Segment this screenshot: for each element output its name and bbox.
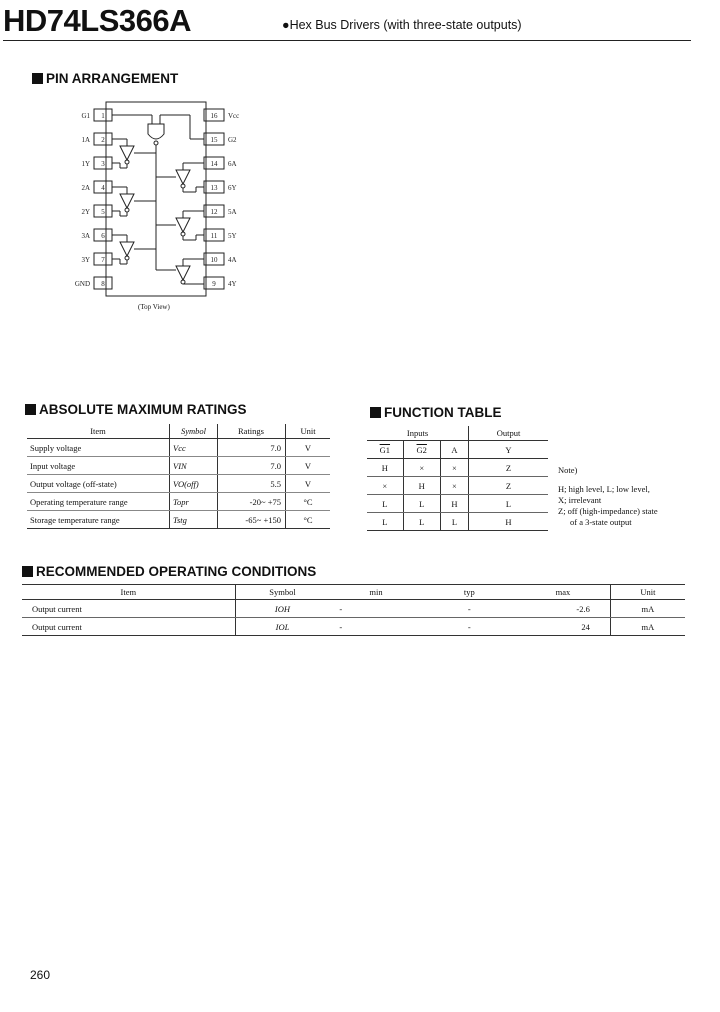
item-cell: Storage temperature range — [27, 511, 170, 529]
col-header-g1: G1 — [367, 441, 403, 459]
pin-number: 9 — [212, 280, 216, 288]
unit-cell: °C — [286, 511, 331, 529]
amr-heading — [25, 402, 247, 418]
cell: L — [403, 495, 440, 513]
table-row — [27, 493, 330, 511]
cell: × — [440, 477, 468, 495]
section-square-icon — [32, 73, 43, 84]
cell: H — [469, 513, 549, 531]
pin-number: 10 — [210, 256, 218, 264]
col-header-unit: Unit — [286, 424, 331, 439]
unit-cell: V — [286, 457, 331, 475]
cell: × — [367, 477, 403, 495]
note-line: Z; off (high-impedance) state — [558, 506, 658, 516]
table-row — [367, 495, 548, 513]
pin-name: 2Y — [81, 208, 90, 216]
pin-number: 12 — [210, 208, 218, 216]
section-square-icon — [370, 407, 381, 418]
cell: L — [367, 495, 403, 513]
pin-name: 4Y — [228, 280, 237, 288]
buffer-6-icon — [176, 170, 190, 184]
symbol-cell: VIN — [170, 457, 218, 475]
symbol-cell: IOH — [235, 600, 329, 618]
table-row — [27, 475, 330, 493]
table-row — [22, 618, 685, 636]
col-header-g2: G2 — [403, 441, 440, 459]
pin-number: 4 — [101, 184, 105, 192]
title-rule — [3, 40, 691, 41]
table-row — [27, 439, 330, 457]
unit-cell: mA — [610, 618, 685, 636]
pin-number: 3 — [101, 160, 105, 168]
pin-name: 4A — [228, 256, 237, 264]
col-header-symbol: Symbol — [170, 424, 218, 439]
function-table — [367, 426, 548, 531]
pin-name: G1 — [81, 112, 90, 120]
cell: H — [440, 495, 468, 513]
pin-number: 2 — [101, 136, 105, 144]
pin-number: 6 — [101, 232, 105, 240]
cell: L — [440, 513, 468, 531]
pin-number: 1 — [101, 112, 105, 120]
typ-cell: - — [423, 600, 516, 618]
typ-cell: - — [423, 618, 516, 636]
pin-name: GND — [74, 280, 90, 288]
rating-cell: 5.5 — [218, 475, 286, 493]
note-line: of a 3-state output — [570, 517, 632, 527]
min-cell: - — [329, 600, 422, 618]
unit-cell: V — [286, 439, 331, 457]
pin-number: 7 — [101, 256, 105, 264]
section-square-icon — [22, 566, 33, 577]
symbol-cell: VO(off) — [170, 475, 218, 493]
max-cell: 24 — [516, 618, 610, 636]
pin-arrangement-heading — [32, 71, 178, 87]
roc-heading — [22, 564, 316, 580]
absolute-maximum-ratings-table — [27, 424, 330, 529]
item-cell: Input voltage — [27, 457, 170, 475]
enable-gate-icon — [148, 124, 164, 139]
symbol-cell: Topr — [170, 493, 218, 511]
col-header-item: Item — [27, 424, 170, 439]
cell: × — [403, 459, 440, 477]
pin-name: 5A — [228, 208, 237, 216]
col-header-item: Item — [22, 585, 235, 600]
max-cell: -2.6 — [516, 600, 610, 618]
output-group-header: Output — [469, 426, 549, 441]
pin-number: 15 — [210, 136, 218, 144]
pin-name: 6A — [228, 160, 237, 168]
col-header-symbol: Symbol — [235, 585, 329, 600]
pin-name: Vcc — [228, 112, 240, 120]
section-title: ABSOLUTE MAXIMUM RATINGS — [39, 402, 247, 417]
col-header-ratings: Ratings — [218, 424, 286, 439]
table-row — [367, 459, 548, 477]
col-header-a: A — [440, 441, 468, 459]
table-row — [22, 600, 685, 618]
cell: × — [440, 459, 468, 477]
symbol-cell: Vcc — [170, 439, 218, 457]
bullet: ● — [282, 18, 290, 32]
pin-number: 13 — [210, 184, 218, 192]
buffer-5-icon — [176, 218, 190, 232]
part-number-title: HD74LS366A — [3, 3, 191, 38]
cell: L — [469, 495, 549, 513]
cell: L — [367, 513, 403, 531]
symbol-cell: IOL — [235, 618, 329, 636]
buffer-1-icon — [120, 146, 134, 160]
pin-name: 5Y — [228, 232, 237, 240]
inputs-group-header: Inputs — [367, 426, 469, 441]
table-row — [367, 513, 548, 531]
pin-number: 8 — [101, 280, 105, 288]
unit-cell: V — [286, 475, 331, 493]
col-header-min: min — [329, 585, 422, 600]
pin-name: 3A — [81, 232, 90, 240]
col-header-y: Y — [469, 441, 549, 459]
page-number: 260 — [30, 968, 51, 982]
part-description — [282, 18, 522, 32]
rating-cell: -20~ +75 — [218, 493, 286, 511]
cell: Z — [469, 477, 549, 495]
recommended-operating-conditions-table — [22, 585, 685, 636]
table-row — [27, 457, 330, 475]
section-title: RECOMMENDED OPERATING CONDITIONS — [36, 564, 317, 579]
pin-number: 14 — [210, 160, 218, 168]
rating-cell: -65~ +150 — [218, 511, 286, 529]
pin-name: 1A — [81, 136, 90, 144]
item-cell: Output current — [22, 600, 235, 618]
cell: L — [403, 513, 440, 531]
pin-name: G2 — [228, 136, 237, 144]
symbol-cell: Tstg — [170, 511, 218, 529]
item-cell: Operating temperature range — [27, 493, 170, 511]
pin-number: 5 — [101, 208, 105, 216]
cell: H — [367, 459, 403, 477]
unit-cell: °C — [286, 493, 331, 511]
note-line: X; irrelevant — [558, 495, 602, 505]
item-cell: Output current — [22, 618, 235, 636]
function-table-heading — [370, 405, 502, 421]
section-square-icon — [25, 404, 36, 415]
pin-name: 2A — [81, 184, 90, 192]
unit-cell: mA — [610, 600, 685, 618]
min-cell: - — [329, 618, 422, 636]
col-header-unit: Unit — [610, 585, 685, 600]
pin-name: 1Y — [81, 160, 90, 168]
pin-diagram — [60, 98, 280, 318]
top-view-caption: (Top View) — [138, 303, 170, 311]
item-cell: Supply voltage — [27, 439, 170, 457]
pin-number: 16 — [210, 112, 218, 120]
table-row — [27, 511, 330, 529]
pin-number: 11 — [210, 232, 218, 240]
col-header-max: max — [516, 585, 610, 600]
rating-cell: 7.0 — [218, 439, 286, 457]
buffer-2-icon — [120, 194, 134, 208]
pin-name: 3Y — [81, 256, 90, 264]
description-text: Hex Bus Drivers (with three-state outputs) — [289, 18, 522, 32]
pin-name: 6Y — [228, 184, 237, 192]
buffer-3-icon — [120, 242, 134, 256]
rating-cell: 7.0 — [218, 457, 286, 475]
note-label: Note) — [558, 465, 578, 475]
function-table-notes — [558, 465, 708, 528]
col-header-typ: typ — [423, 585, 516, 600]
cell: H — [403, 477, 440, 495]
item-cell: Output voltage (off-state) — [27, 475, 170, 493]
buffer-4-icon — [176, 266, 190, 280]
cell: Z — [469, 459, 549, 477]
table-row — [367, 477, 548, 495]
note-line: H; high level, L; low level, — [558, 484, 650, 494]
section-title: PIN ARRANGEMENT — [46, 71, 179, 86]
section-title: FUNCTION TABLE — [384, 405, 502, 420]
